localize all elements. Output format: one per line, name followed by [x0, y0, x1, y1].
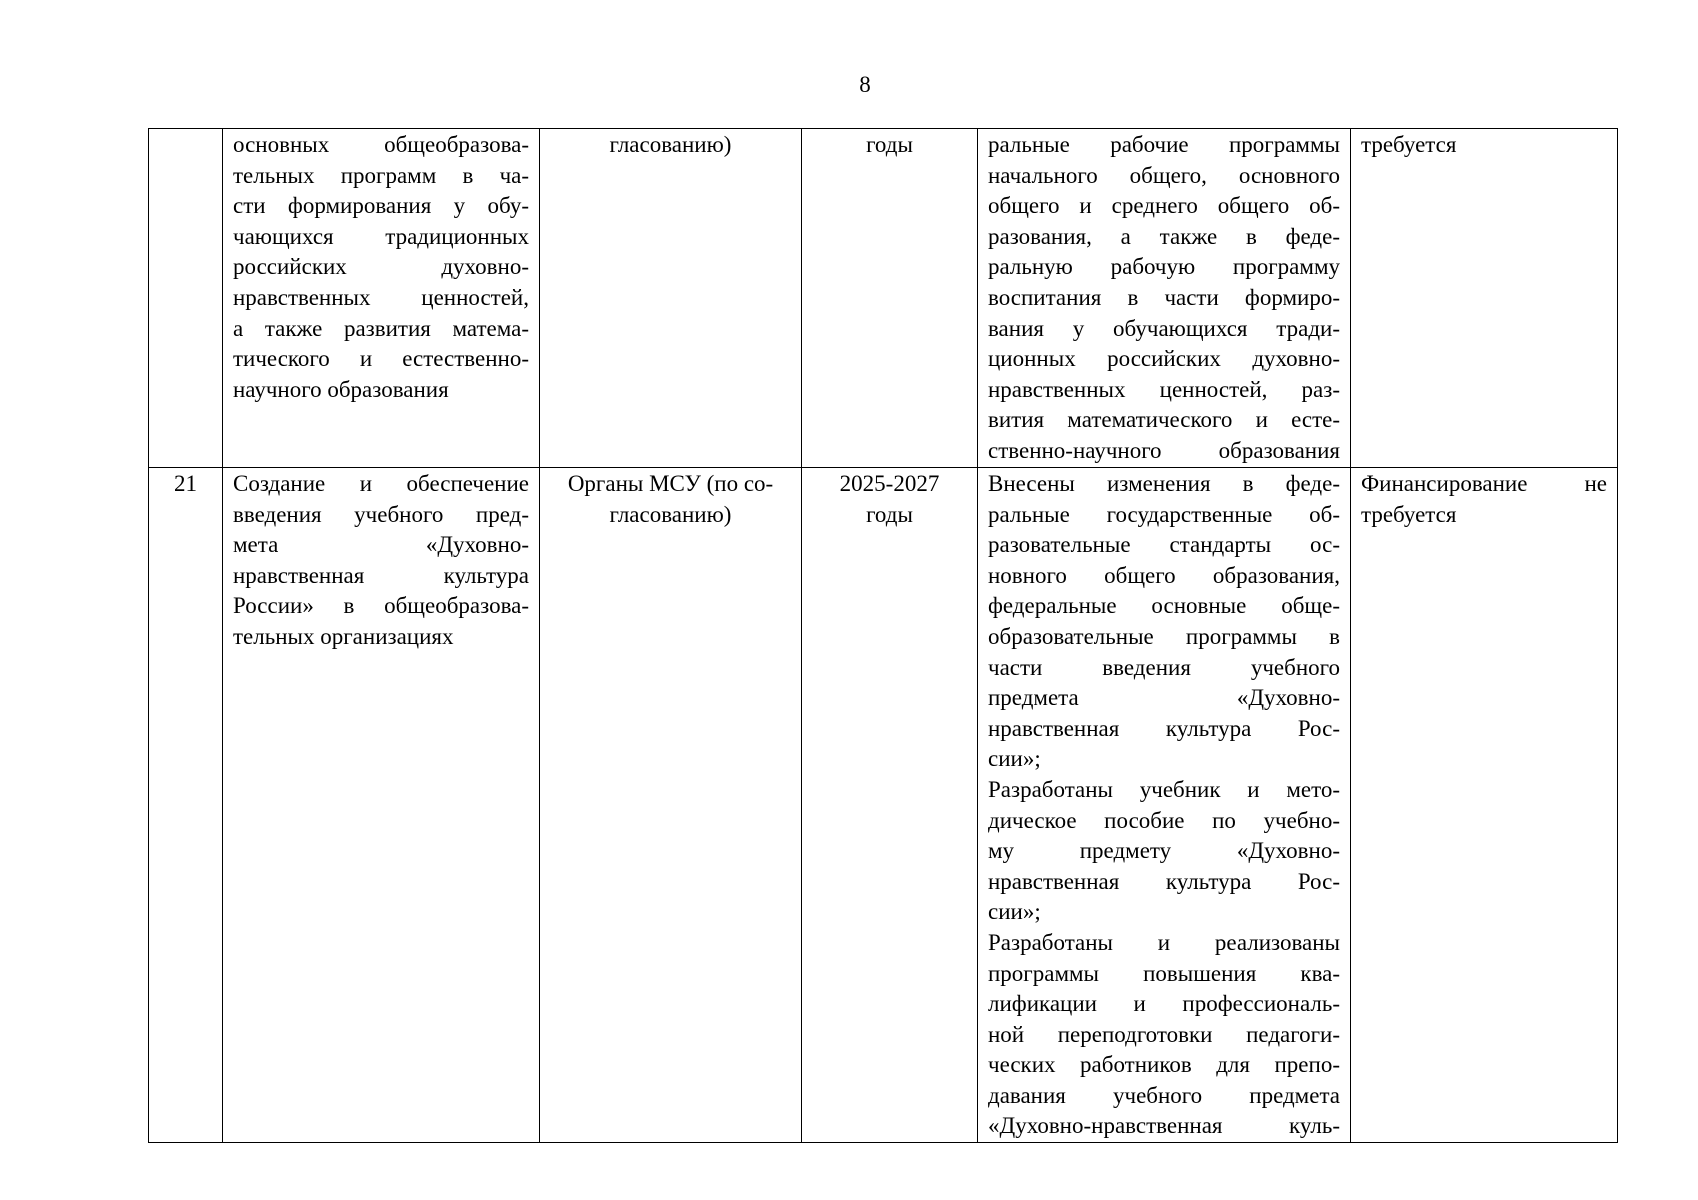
result-line: ральные рабочие программы [988, 132, 1340, 157]
result-line: Разработаны учебник и мето- [988, 776, 1340, 802]
cell-executor [540, 129, 802, 468]
measure-line: введения учебного пред- [233, 501, 529, 527]
period-line: годы [866, 501, 913, 527]
cell-number [149, 129, 223, 468]
result-line: вания у обучающихся тради- [988, 315, 1340, 341]
measures-table [148, 128, 1618, 1143]
executor-line: гласованию) [609, 501, 732, 527]
result-line: разовательные стандарты ос- [988, 532, 1340, 558]
result-line: Разработаны и реализованы [988, 929, 1340, 955]
result-line: разования, а также в феде- [988, 223, 1340, 249]
cell-period [802, 468, 978, 1143]
financing-line: Финансирование не [1361, 471, 1607, 496]
table-row-continued [149, 129, 1618, 468]
result-line: сии»; [988, 899, 1041, 925]
page-number: 8 [859, 72, 871, 97]
result-line: сии»; [988, 746, 1041, 772]
result-line: общего и среднего общего об- [988, 193, 1340, 219]
result-line: лификации и профессиональ- [988, 991, 1340, 1017]
measure-line: нравственных ценностей, [233, 284, 529, 310]
result-line: «Духовно-нравственная куль- [988, 1113, 1340, 1139]
cell-measure [223, 468, 540, 1143]
measure-line: тельных организациях [233, 623, 454, 649]
result-line: новного общего образования, [988, 562, 1340, 588]
cell-financing [1351, 129, 1618, 468]
cell-result [978, 129, 1351, 468]
result-line: ционных российских духовно- [988, 346, 1340, 372]
measure-line: тического и естественно- [233, 346, 529, 372]
result-line: ственно-научного образования [988, 437, 1340, 463]
result-line: образовательные программы в [988, 623, 1340, 649]
result-line: программы повышения ква- [988, 960, 1340, 986]
result-line: федеральные основные обще- [988, 593, 1340, 619]
result-line: начального общего, основного [988, 162, 1340, 188]
table-row-21 [149, 468, 1618, 1143]
result-line: ральную рабочую программу [988, 254, 1340, 280]
period-line: годы [866, 132, 913, 157]
cell-period [802, 129, 978, 468]
measure-line: Создание и обеспечение [233, 471, 529, 496]
result-line: дическое пособие по учебно- [988, 807, 1340, 833]
result-line: нравственная культура Рос- [988, 715, 1340, 741]
result-line: вития математического и есте- [988, 407, 1340, 433]
result-line: давания учебного предмета [988, 1082, 1340, 1108]
cell-executor [540, 468, 802, 1143]
period-line: 2025-2027 [839, 471, 940, 496]
measure-line: сти формирования у обу- [233, 193, 529, 219]
measure-line: тельных программ в ча- [233, 162, 529, 188]
financing-line: требуется [1361, 132, 1457, 157]
financing-line: требуется [1361, 501, 1457, 527]
measure-line: российских духовно- [233, 254, 529, 280]
measure-line: нравственная культура [233, 562, 529, 588]
measure-line: научного образования [233, 376, 449, 402]
executor-line: гласованию) [609, 132, 732, 157]
result-line: ной переподготовки педагоги- [988, 1021, 1340, 1047]
result-line: ральные государственные об- [988, 501, 1340, 527]
result-line: предмета «Духовно- [988, 685, 1340, 711]
measure-line: чающихся традиционных [233, 223, 529, 249]
result-line: воспитания в части формиро- [988, 284, 1340, 310]
cell-result [978, 468, 1351, 1143]
cell-number: 21 [149, 468, 223, 1143]
result-line: ческих работников для препо- [988, 1052, 1340, 1078]
cell-measure [223, 129, 540, 468]
measure-line: мета «Духовно- [233, 532, 529, 558]
result-line: нравственных ценностей, раз- [988, 376, 1340, 402]
result-line: Внесены изменения в феде- [988, 471, 1340, 496]
cell-financing [1351, 468, 1618, 1143]
measure-line: основных общеобразова- [233, 132, 529, 157]
result-line: му предмету «Духовно- [988, 838, 1340, 864]
result-line: части введения учебного [988, 654, 1340, 680]
measure-line: а также развития матема- [233, 315, 529, 341]
executor-line: Органы МСУ (по со- [567, 471, 774, 496]
result-line: нравственная культура Рос- [988, 868, 1340, 894]
measure-line: России» в общеобразова- [233, 593, 529, 619]
